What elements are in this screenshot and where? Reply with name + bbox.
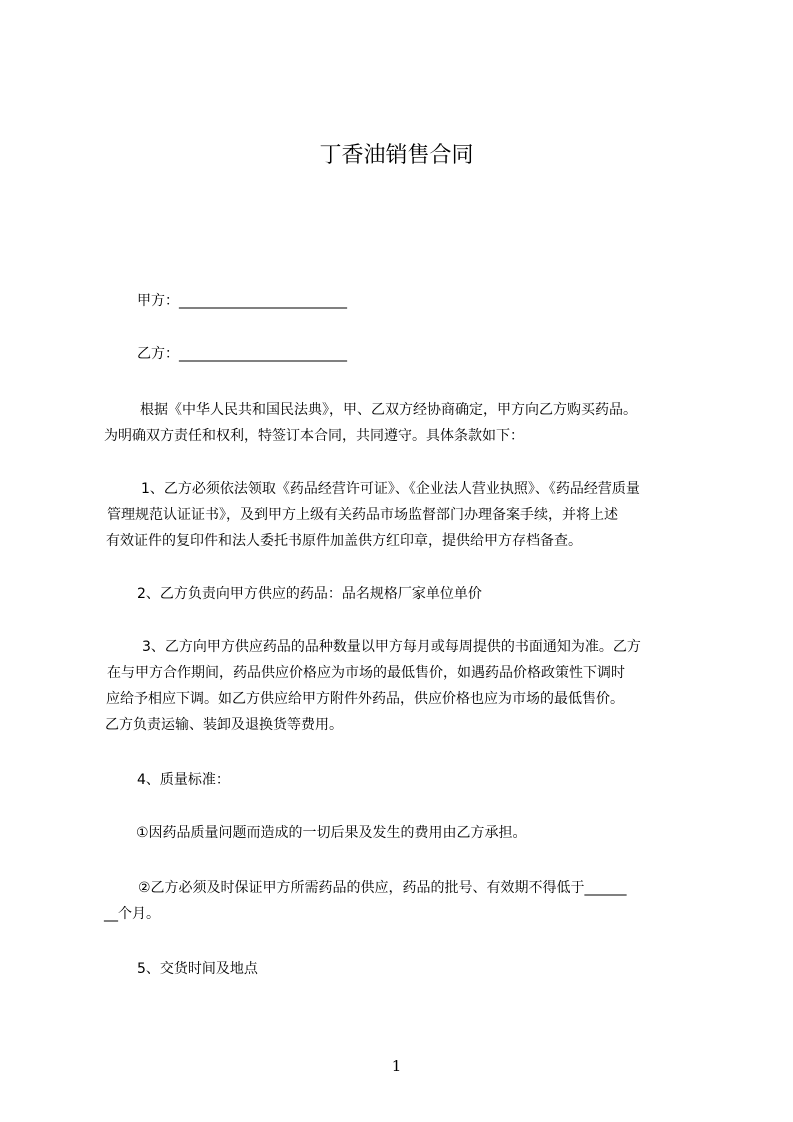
clause-4-1-line: ①因药品质量问题而造成的一切后果及发生的费用由乙方承担。 [136, 825, 527, 841]
clause-4-line: 4、质量标准： [137, 772, 230, 788]
clause-3-line-3: 应给予相应下调。如乙方供应给甲方附件外药品，供应价格也应为市场的最低售价。 [106, 691, 624, 707]
party-b-line: 乙方：________________________ [137, 346, 347, 362]
document-title: 丁香油销售合同 [319, 143, 474, 168]
clause-1-line-3: 有效证件的复印件和法人委托书原件加盖供方红印章，提供给甲方存档备查。 [106, 533, 582, 549]
clause-3-line-2: 在与甲方合作期间，药品供应价格应为市场的最低售价，如遇药品价格政策性下调时 [107, 665, 625, 681]
party-a-line: 甲方：________________________ [137, 293, 347, 309]
clause-3-line-4: 乙方负责运输、装卸及退换货等费用。 [105, 717, 343, 733]
preamble-line-1: 根据《中华人民共和国民法典》，甲、乙双方经协商确定，甲方向乙方购买药品。 [140, 402, 637, 418]
preamble-line-2: 为明确双方责任和权利，特签订本合同，共同遵守。具体条款如下： [104, 428, 524, 444]
clause-3-line-1: 3、乙方向甲方供应药品的品种数量以甲方每月或每周提供的书面通知为准。乙方 [142, 639, 641, 655]
clause-1-line-1: 1、乙方必须依法领取《药品经营许可证》、《企业法人营业执照》、《药品经营质量 [141, 481, 640, 497]
clause-4-2-line-2: __个月。 [104, 906, 160, 922]
clause-4-2-line-1: ②乙方必须及时保证甲方所需药品的供应，药品的批号、有效期不得低于______ [138, 880, 627, 896]
clause-1-line-2: 管理规范认证证书》，及到甲方上级有关药品市场监督部门办理备案手续，并将上述 [107, 507, 618, 523]
clause-5-line: 5、交货时间及地点 [137, 961, 258, 977]
clause-2-line: 2、乙方负责向甲方供应的药品：品名规格厂家单位单价 [137, 586, 482, 602]
page-number: 1 [391, 1057, 402, 1075]
